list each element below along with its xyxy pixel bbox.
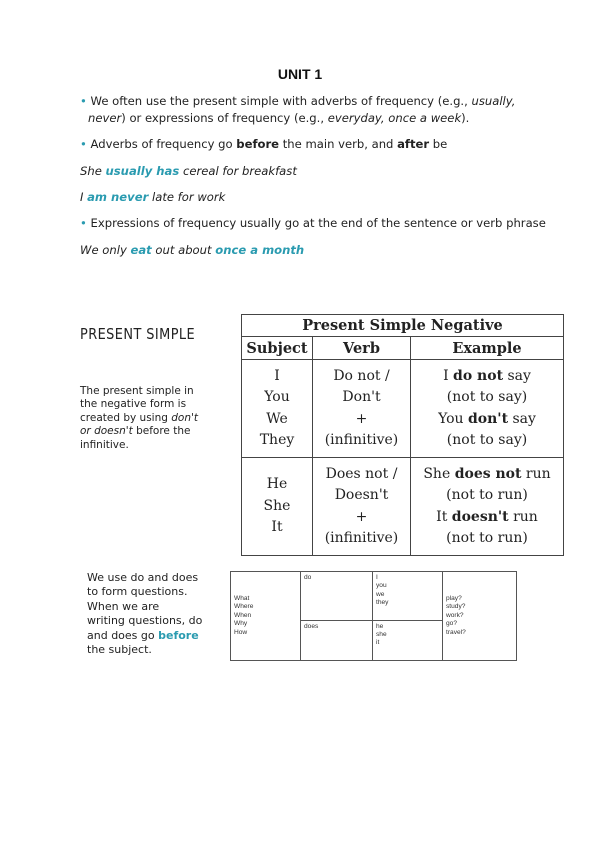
section-heading: PRESENT SIMPLE <box>80 325 196 343</box>
subjects-cell: He She It <box>242 458 313 556</box>
example-2: I am never late for work <box>80 190 226 204</box>
bullet-icon: • <box>80 137 87 151</box>
questions-description: We use do and does to form questions. When we are writing questions, do and does go before the subject. <box>87 571 203 657</box>
bullet-3: • Expressions of frequency usually go at the end of the sentence or verb phrase <box>80 216 546 230</box>
do-cell: do <box>301 572 373 621</box>
example-1: She usually has cereal for breakfast <box>80 164 297 178</box>
negative-table-title: Present Simple Negative <box>242 315 564 337</box>
unit-title: UNIT 1 <box>277 66 323 82</box>
example-cell: I do not say (not to say) You don't say (not to say) <box>411 360 564 458</box>
wh-words-cell: What Where When Why How <box>231 572 301 661</box>
verbs-cell: play? study? work? go? travel? <box>443 572 517 661</box>
table-row <box>242 360 564 458</box>
header-subject: Subject <box>242 337 313 360</box>
pronouns-cell-2: he she it <box>373 620 443 660</box>
negative-description: The present simple in the negative form is created by using don't or doesn't before the infinitive. <box>80 385 198 451</box>
bullet-2: • Adverbs of frequency go before the main verb, and after be <box>80 137 448 151</box>
table-row <box>242 458 564 556</box>
bullet-icon: • <box>80 216 87 230</box>
table-row <box>231 572 517 621</box>
bullet-icon: • <box>80 94 87 108</box>
pronouns-cell-1: I you we they <box>373 572 443 621</box>
header-verb: Verb <box>313 337 411 360</box>
bullet-1-line-2: never) or expressions of frequency (e.g., everyday, once a week). <box>88 111 470 125</box>
negative-table <box>241 314 564 556</box>
example-3: We only eat out about once a month <box>80 243 305 257</box>
questions-table <box>230 571 517 661</box>
header-example: Example <box>411 337 564 360</box>
subjects-cell: I You We They <box>242 360 313 458</box>
does-cell: does <box>301 620 373 660</box>
verb-cell: Does not / Doesn't + (infinitive) <box>313 458 411 556</box>
example-cell: She does not run (not to run) It doesn't run (not to run) <box>411 458 564 556</box>
verb-cell: Do not / Don't + (infinitive) <box>313 360 411 458</box>
bullet-1-line-1: • We often use the present simple with adverbs of frequency (e.g., usually, <box>80 94 516 108</box>
